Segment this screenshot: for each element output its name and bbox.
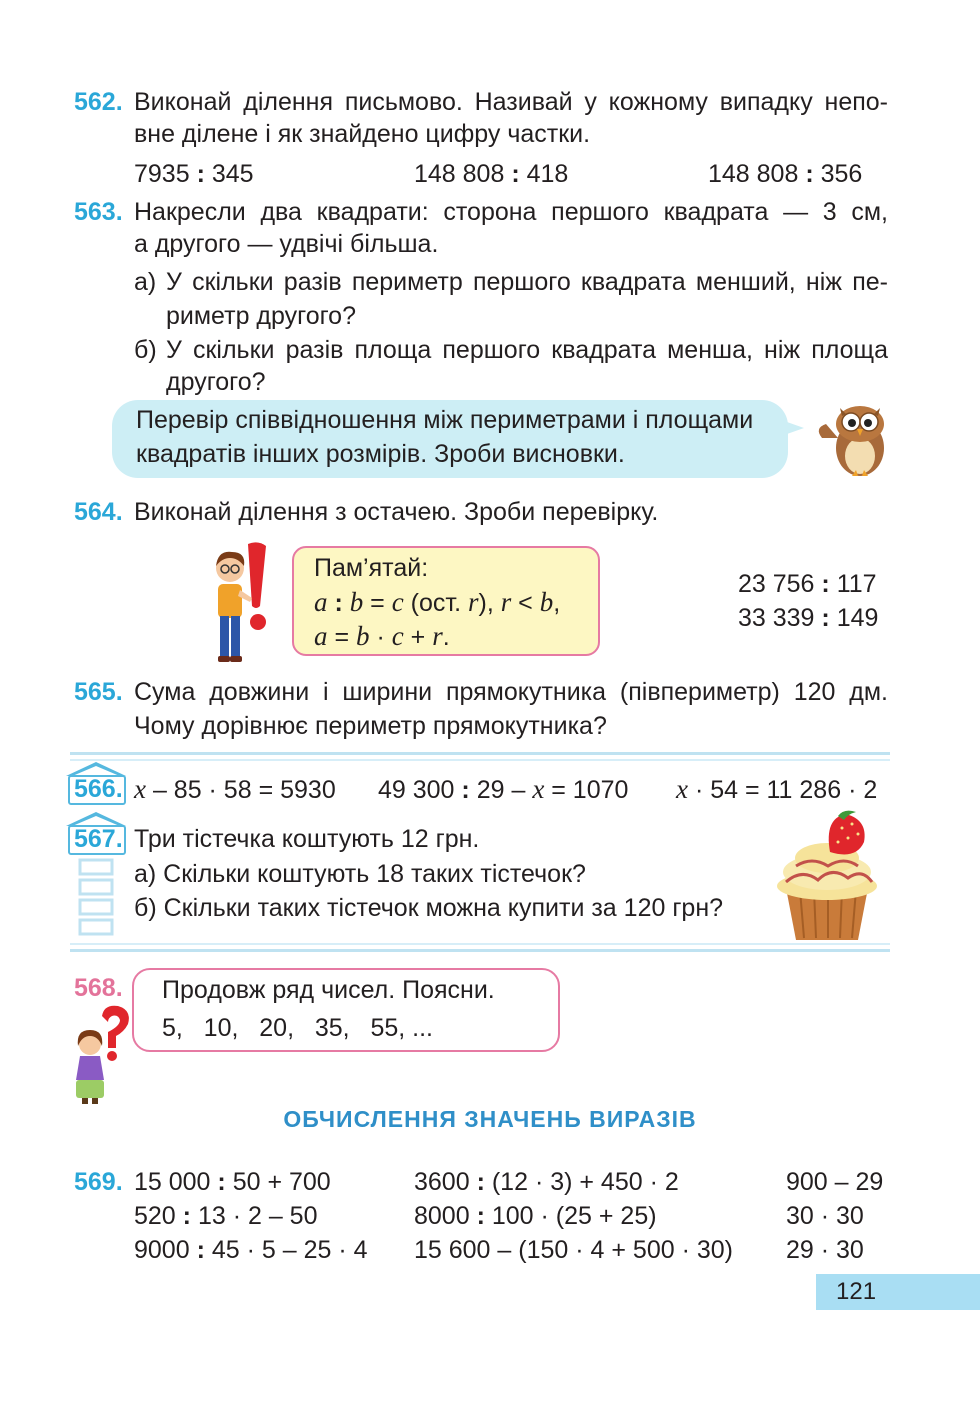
task-562-text-line2: вне ділене і як знайдено цифру частки. (134, 120, 591, 148)
task-568-text-line1: Продовж ряд чисел. Поясни. (162, 976, 495, 1004)
task-number-565: 565. (74, 678, 123, 706)
hint-line2: квадратів інших розмірів. Зроби висновки. (136, 440, 625, 468)
task-565-text-line1: Сума довжини і ширини прямокутника (півпериметр) 120 дм. (134, 678, 888, 706)
owl-icon (812, 398, 896, 482)
task-569-c3-r1: 900 – 29 (786, 1168, 884, 1196)
task-number-566: 566. (74, 775, 123, 803)
task-567-text-line3: б) Скільки таких тістечок можна купити за 120 грн? (134, 894, 724, 922)
task-563-a-line1: У скільки разів периметр першого квадрата менший, ніж пе- (166, 268, 888, 296)
task-563-a-label: а) (134, 268, 157, 296)
task-569-c1-r3: 9000 : 45 · 5 – 25 · 4 (134, 1236, 368, 1264)
task-569-c2-r1: 3600 : (12 · 3) + 450 · 2 (414, 1168, 679, 1196)
boy-exclamation-icon (208, 540, 278, 668)
task-number-568: 568. (74, 974, 123, 1002)
task-568-sequence: 5, 10, 20, 35, 55, ... (162, 1014, 433, 1042)
task-569-c2-r2: 8000 : 100 · (25 + 25) (414, 1202, 657, 1230)
task-569-c1-r2: 520 : 13 · 2 – 50 (134, 1202, 318, 1230)
task-564-text: Виконай ділення з остачею. Зроби перевірку. (134, 498, 659, 526)
hint-bubble-tail (770, 416, 804, 440)
task-566-eq-3: x · 54 = 11 286 · 2 (676, 774, 878, 804)
task-562-text-line1: Виконай ділення письмово. Називай у кожному випадку непо- (134, 88, 888, 116)
task-569-c1-r1: 15 000 : 50 + 700 (134, 1168, 331, 1196)
section-title: ОБЧИСЛЕННЯ ЗНАЧЕНЬ ВИРАЗІВ (283, 1106, 697, 1132)
task-563-b-line2: другого? (166, 368, 266, 396)
task-567-text-line1: Три тістечка коштують 12 грн. (134, 825, 480, 853)
task-563-text-line1: Накресли два квадрати: сторона першого квадрата — 3 см, (134, 198, 888, 226)
ladder-decoration (76, 856, 116, 942)
task-562-expr-3: 148 808 : 356 (708, 160, 863, 188)
task-562-expr-1: 7935 : 345 (134, 160, 254, 188)
task-563-b-line1: У скільки разів площа першого квадрата менша, ніж площа (166, 336, 888, 364)
girl-question-icon (72, 1004, 134, 1106)
task-number-564: 564. (74, 498, 123, 526)
task-569-c3-r3: 29 · 30 (786, 1236, 864, 1264)
task-566-eq-1: x – 85 · 58 = 5930 (134, 774, 336, 804)
memo-title: Пам’ятай: (314, 554, 429, 582)
task-number-562: 562. (74, 88, 123, 116)
cupcake-icon (772, 808, 882, 944)
task-564-expr-1: 23 756 : 117 (738, 570, 877, 598)
task-569-c3-r2: 30 · 30 (786, 1202, 864, 1230)
task-number-567: 567. (74, 825, 123, 853)
task-567-text-line2: а) Скільки коштують 18 таких тістечок? (134, 860, 586, 888)
task-564-expr-2: 33 339 : 149 (738, 604, 879, 632)
task-562-expr-2: 148 808 : 418 (414, 160, 569, 188)
task-566-eq-2: 49 300 : 29 – x = 1070 (378, 774, 629, 804)
task-number-563: 563. (74, 198, 123, 226)
task-563-text-line2: а другого — удвічі більша. (134, 230, 439, 258)
hint-line1: Перевір співвідношення між периметрами і площами (136, 406, 754, 434)
task-565-text-line2: Чому дорівнює периметр прямокутника? (134, 712, 607, 740)
task-563-b-label: б) (134, 336, 157, 364)
task-569-c2-r3: 15 600 – (150 · 4 + 500 · 30) (414, 1236, 733, 1264)
memo-formula-1: a : b = c (ост. r), r < b, (314, 587, 561, 617)
memo-formula-2: a = b · c + r. (314, 621, 450, 651)
page-number: 121 (836, 1278, 877, 1305)
task-number-569: 569. (74, 1168, 123, 1196)
task-563-a-line2: риметр другого? (166, 302, 356, 330)
